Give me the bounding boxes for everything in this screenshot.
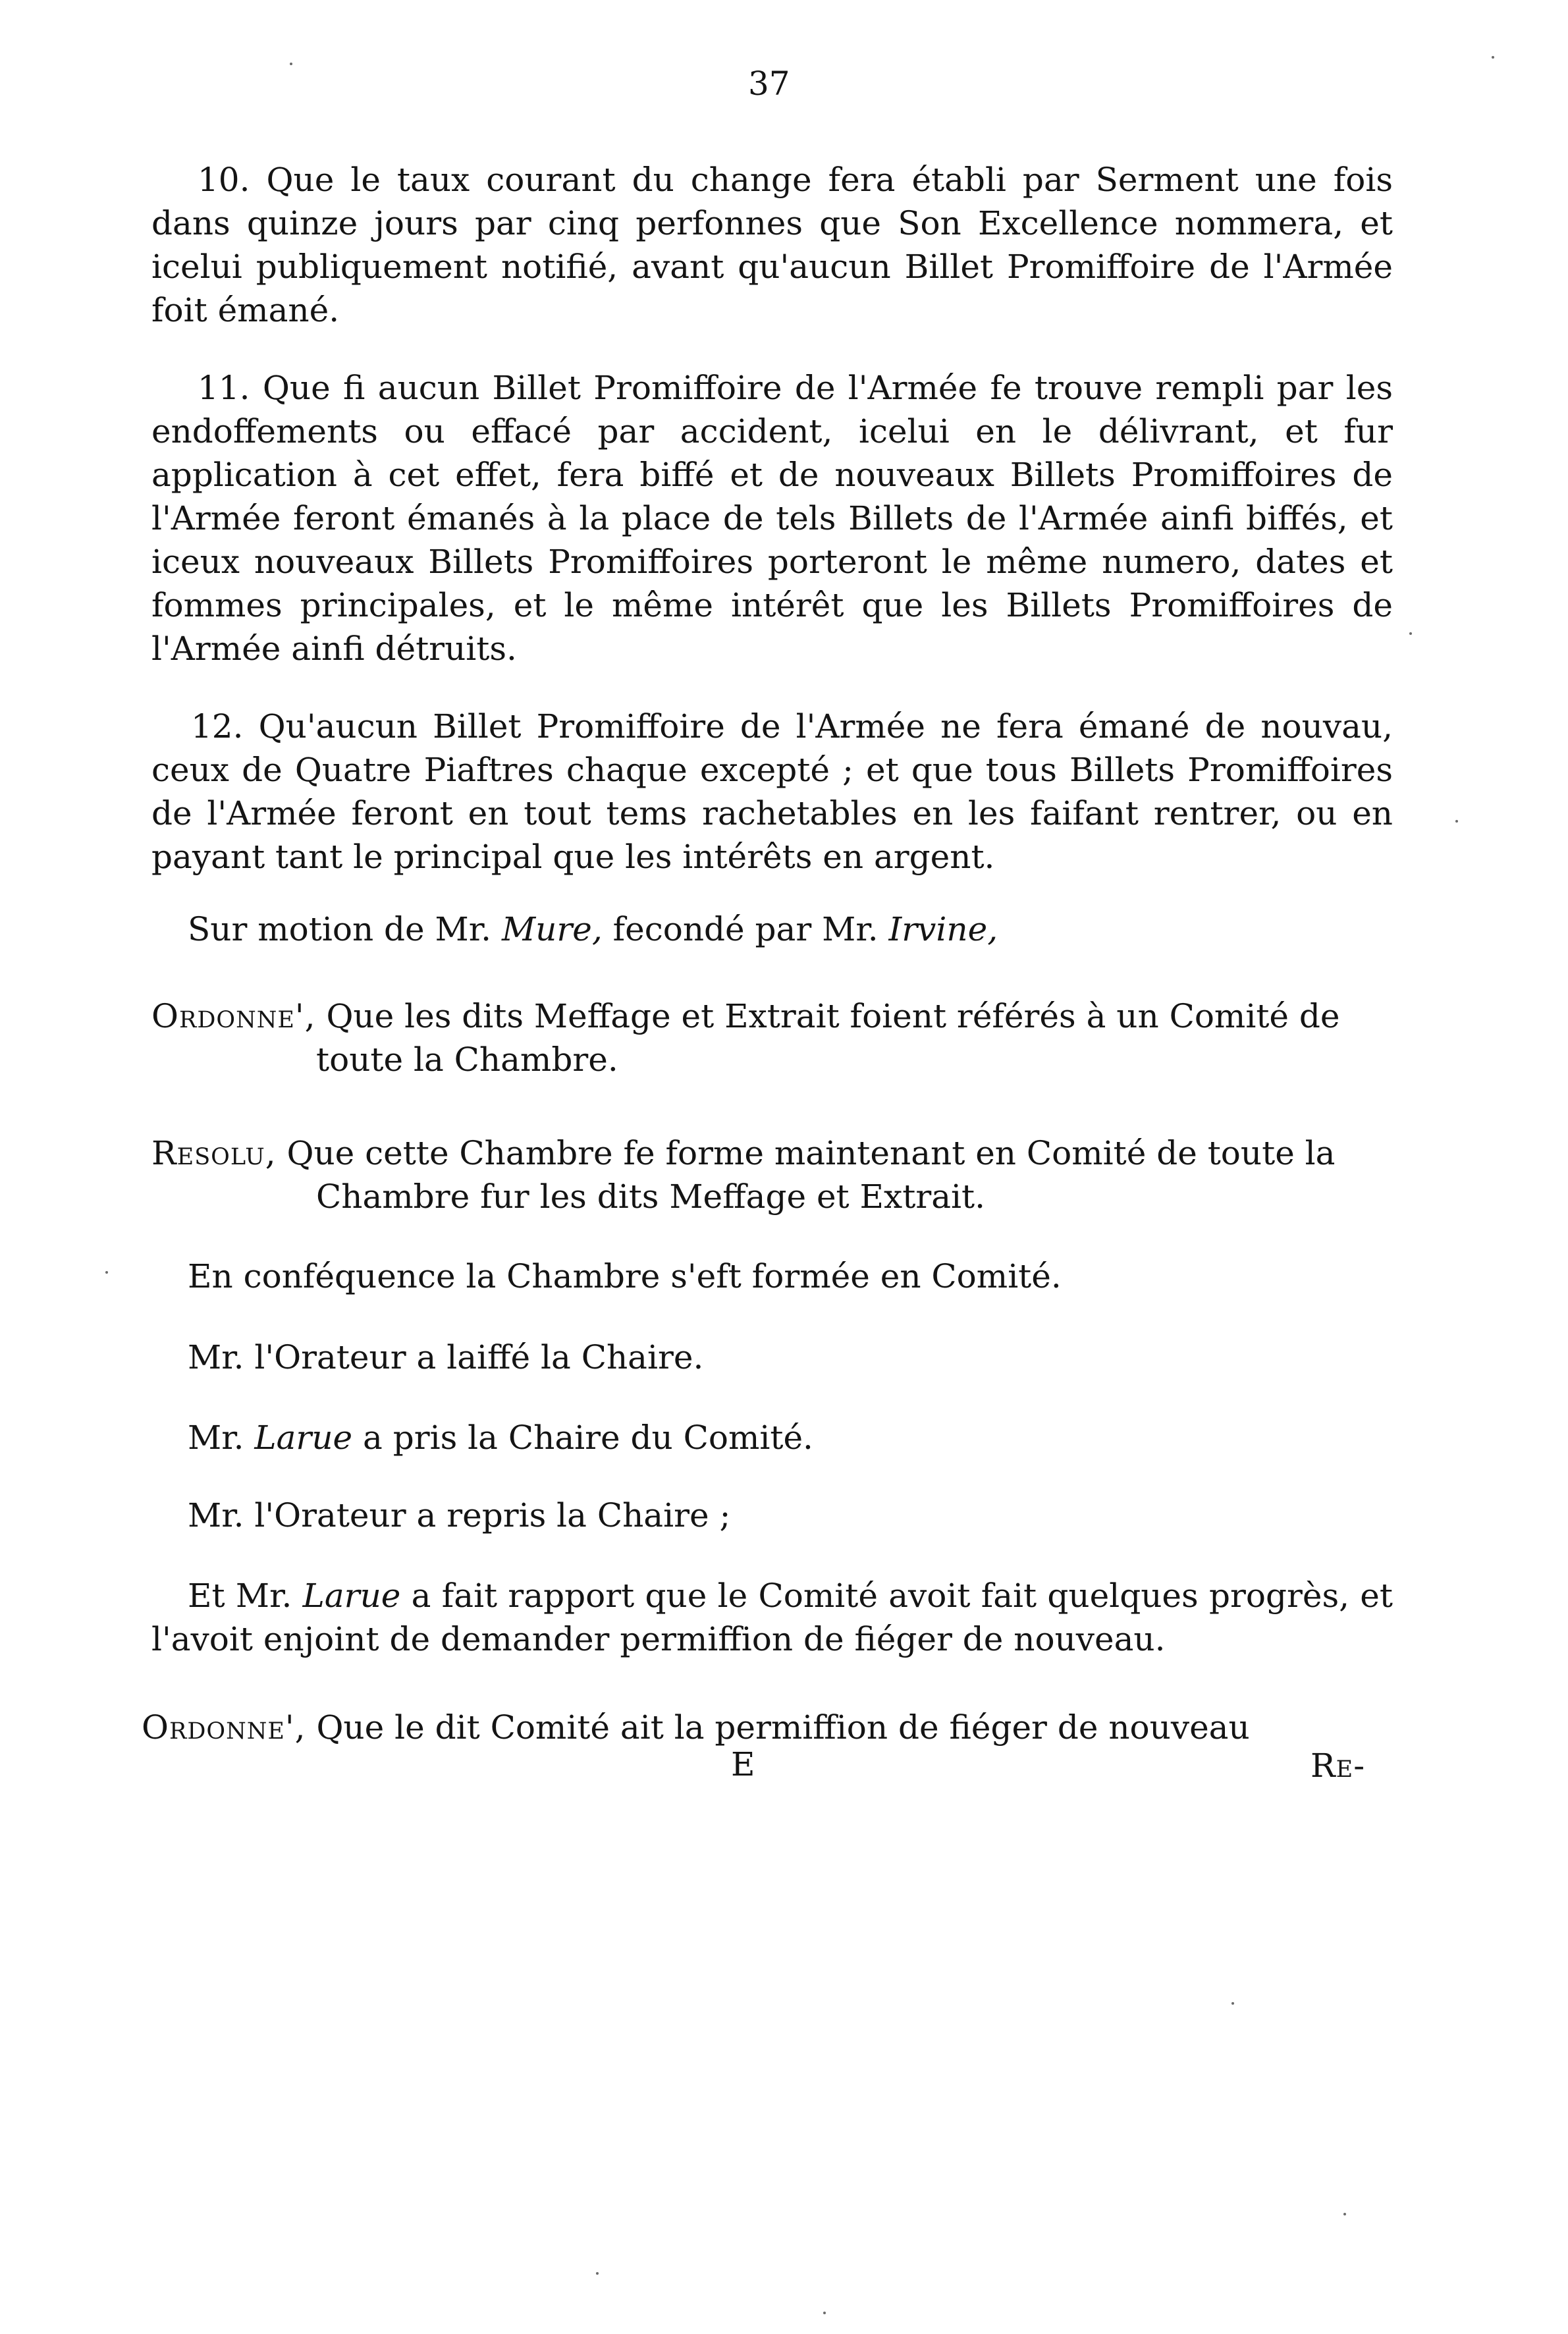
resolu-paragraph xyxy=(151,1131,1393,1218)
print-speck xyxy=(1409,632,1412,635)
signature-mark: E xyxy=(731,1745,755,1783)
resolu-text: Que cette Chambre fe forme maintenant en Comité de toute la Chambre fur les dits Meffage et Extrait. xyxy=(276,1134,1336,1216)
chair-name: Larue xyxy=(254,1419,353,1457)
line-suffix: a pris la Chaire du Comité. xyxy=(352,1419,813,1457)
paragraph-number: 11. xyxy=(198,369,250,407)
rapport-prefix: Et Mr. xyxy=(188,1577,303,1615)
ordonne-text: Que les dits Meffage et Extrait foient référés à un Comité de toute la Chambre. xyxy=(315,997,1340,1079)
ordonne-label: Ordonne', xyxy=(151,997,316,1035)
print-speck xyxy=(1343,2213,1346,2215)
print-speck xyxy=(105,1271,108,1274)
rapport-paragraph xyxy=(151,1574,1393,1661)
line-larue-chair xyxy=(188,1416,813,1459)
line-speaker-left: Mr. l'Orateur a laiffé la Chaire. xyxy=(188,1338,704,1376)
ordonne-sit-again xyxy=(142,1706,1250,1749)
motion-middle: fecondé par Mr. xyxy=(602,910,889,948)
paragraph-number: 10. xyxy=(198,161,250,199)
line-committee-formed: En conféquence la Chambre s'eft formée en Comité. xyxy=(188,1257,1062,1295)
paragraph-10 xyxy=(151,158,1393,332)
seconder-name: Irvine, xyxy=(888,910,998,948)
ordonne-referral xyxy=(151,994,1393,1081)
print-speck xyxy=(1231,2002,1234,2005)
paragraph-text: Que fi aucun Billet Promiffoire de l'Armée fe trouve rempli par les endoffements ou effacé par accident, icelui en le délivrant, et fur application à cet effet, fera biffé et de nouveaux Billets Promiffoires de l'Armée feront émanés à la place de tels Billets de l'Armée ainfi biffés, et iceux nouveaux Billets Promiffoires porteront le même numero, dates et fommes principales, et le même intérêt que les Billets Promiffoires de l'Armée ainfi détruits. xyxy=(151,369,1393,668)
paragraph-number: 12. xyxy=(191,707,244,746)
line-prefix: Mr. xyxy=(188,1419,255,1457)
print-speck xyxy=(290,63,292,65)
motion-prefix: Sur motion de Mr. xyxy=(188,910,502,948)
mover-name: Mure, xyxy=(501,910,603,948)
paragraph-text: Qu'aucun Billet Promiffoire de l'Armée ne fera émané de nouvau, ceux de Quatre Piaftres chaque excepté ; et que tous Billets Promiffoires de l'Armée feront en tout tems rachetables en les faifant rentrer, ou en payant tant le principal que les intérêts en argent. xyxy=(151,707,1393,876)
paragraph-12 xyxy=(151,705,1393,879)
print-speck xyxy=(596,2272,599,2275)
rapport-text: a fait rapport que le Comité avoit fait quelques progrès, et l'avoit enjoint de demander permiffion de fiéger de nouveau. xyxy=(151,1577,1393,1658)
print-speck xyxy=(1492,56,1494,59)
paragraph-11 xyxy=(151,366,1393,670)
paragraph-text: Que le taux courant du change fera établi par Serment une fois dans quinze jours par cinq perfonnes que Son Excellence nommera, et icelui publiquement notifié, avant qu'aucun Billet Promiffoire de l'Armée foit émané. xyxy=(151,161,1393,329)
ordonne-label: Ordonne', xyxy=(142,1708,306,1747)
reporter-name: Larue xyxy=(302,1577,401,1615)
line-speaker-resumed: Mr. l'Orateur a repris la Chaire ; xyxy=(188,1496,731,1534)
page-number: 37 xyxy=(748,65,790,103)
motion-line xyxy=(188,908,998,951)
ordonne-text: Que le dit Comité ait la permiffion de fiéger de nouveau xyxy=(306,1708,1250,1747)
catchword: Re- xyxy=(1311,1747,1366,1785)
print-speck xyxy=(1455,820,1458,823)
print-speck xyxy=(823,2312,826,2314)
resolu-label: Resolu, xyxy=(151,1134,277,1172)
